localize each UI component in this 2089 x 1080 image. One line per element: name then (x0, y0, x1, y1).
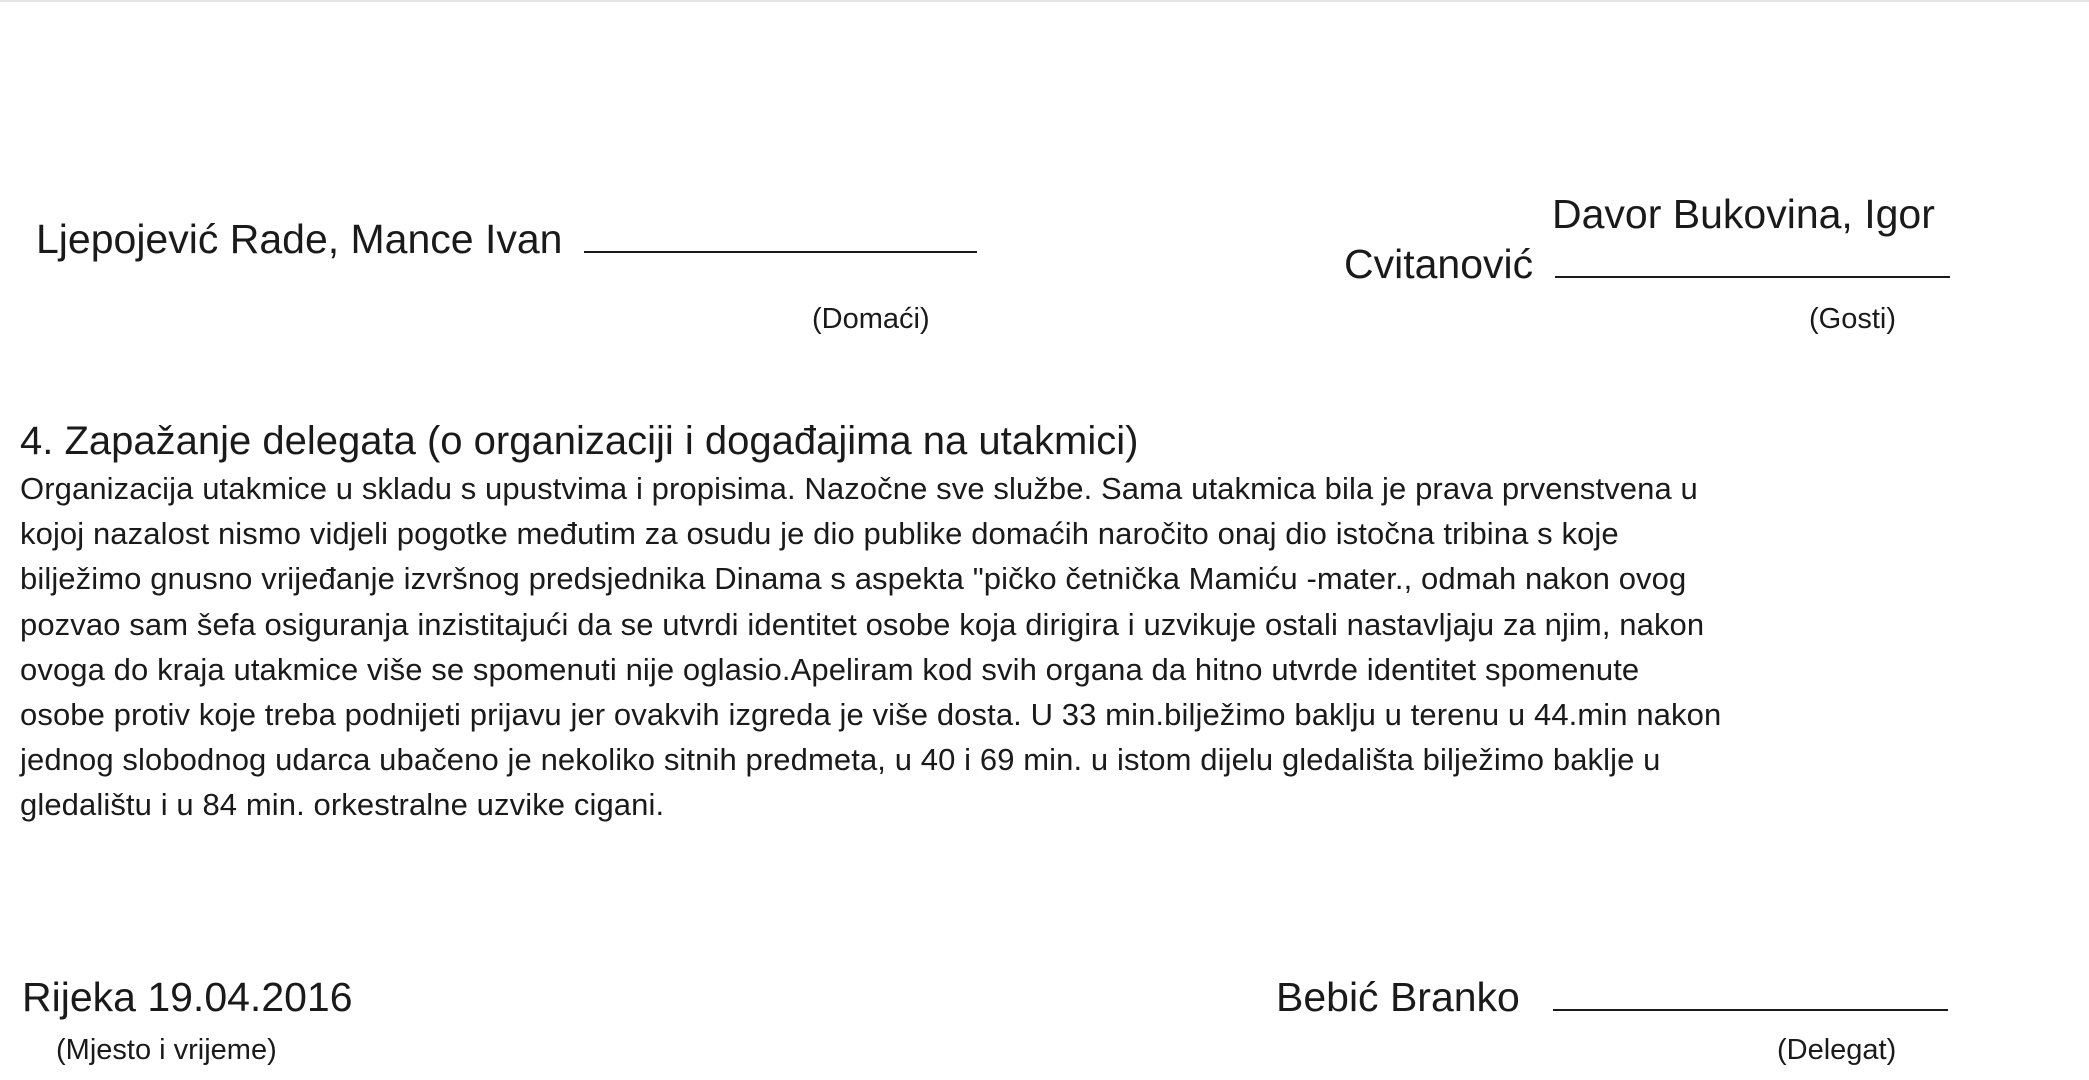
observation-line: osobe protiv koje treba podnijeti prijavu jer ovakvih izgreda je više dosta. U 33 min.bilježimo baklju u terenu u 44.min nakon (20, 697, 1722, 733)
home-signature-line (584, 221, 977, 253)
guest-officials-names-line1: Davor Bukovina, Igor (1552, 191, 1935, 237)
home-officials-names: Ljepojević Rade, Mance Ivan (36, 216, 563, 262)
place-date-caption: (Mjesto i vrijeme) (56, 1034, 277, 1066)
home-caption: (Domaći) (812, 303, 930, 335)
observation-line: Organizacija utakmice u skladu s upustvima i propisima. Nazočne sve službe. Sama utakmica bila je prava prvenstvena u (20, 471, 1698, 506)
delegate-observations (20, 466, 1980, 828)
section-heading: 4. Zapažanje delegata (o organizaciji i događajima na utakmici) (20, 419, 1139, 463)
delegate-caption: (Delegat) (1777, 1034, 1897, 1066)
observation-line: bilježimo gnusno vrijeđanje izvršnog predsjednika Dinama s aspekta "pičko četnička Mamiću -mater., odmah nakon ovog (20, 561, 1687, 597)
delegate-signature-row (1276, 973, 1948, 1021)
observation-line: pozvao sam šefa osiguranja inzistitajući da se utvrdi identitet osobe koja dirigira i uzvikuje ostali nastavljaju za njim, nakon (20, 606, 1705, 642)
observation-line: gledalištu i u 84 min. orkestralne uzvike cigani. (20, 787, 665, 823)
observation-line: jednog slobodnog udarca ubačeno je nekoliko sitnih predmeta, u 40 i 69 min. u istom dijelu gledališta bilježimo baklje u (20, 742, 1661, 778)
place-date: Rijeka 19.04.2016 (22, 974, 353, 1020)
observation-line: kojoj nazalost nismo vidjeli pogotke međutim za osudu je dio publike domaćih naročito onaj dio istočna tribina s koje (20, 516, 1619, 552)
guest-signature-line (1555, 246, 1950, 278)
observation-line: ovoga do kraja utakmice više se spomenuti nije oglasio.Apeliram kod svih organa da hitno utvrde identitet spomenute (20, 651, 1640, 687)
top-rule (0, 0, 2089, 2)
guest-officials-names-line2: Cvitanović (1344, 241, 1534, 287)
guest-caption: (Gosti) (1809, 303, 1896, 335)
delegate-signature-line (1553, 979, 1948, 1011)
guest-signature-row (1344, 240, 1950, 288)
delegate-name: Bebić Branko (1276, 974, 1520, 1020)
home-signature-row (36, 215, 977, 263)
